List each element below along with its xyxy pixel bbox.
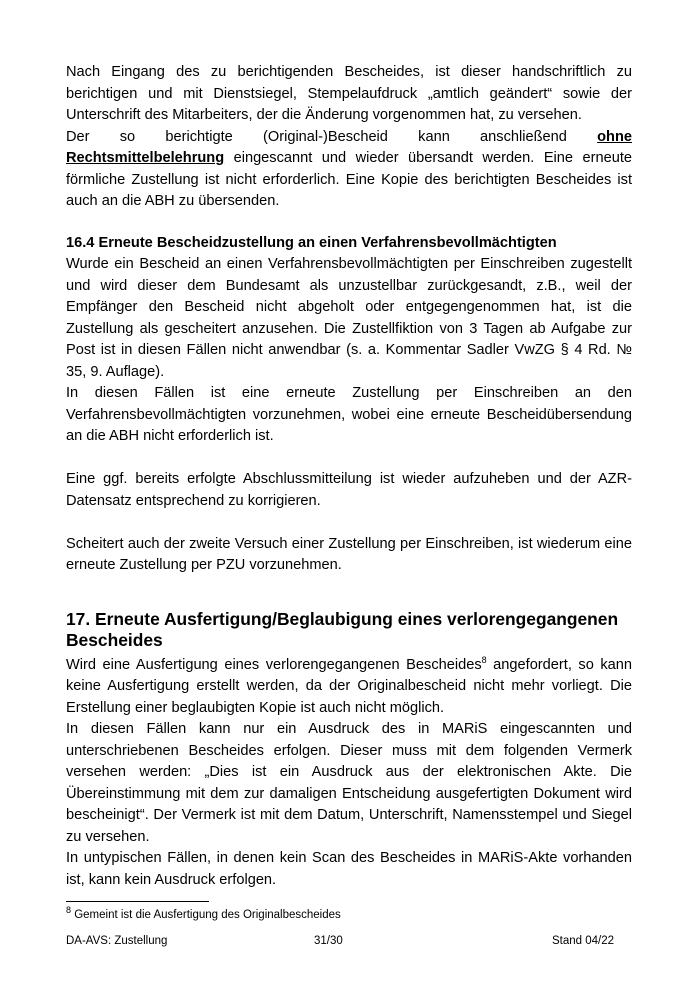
footer-version: Stand 04/22 [551, 935, 614, 947]
paragraph: Eine ggf. bereits erfolgte Abschlussmitteilung ist wieder aufzuheben und der AZR-Datensatz entsprechend zu korrigieren. [66, 471, 632, 509]
text-run: eingescannt und wieder übersandt werden. Eine erneute förmliche Zustellung ist nicht erforderlich. Eine Kopie des berichtigten Bescheides ist auch an die ABH zu übersenden. [66, 150, 632, 209]
text-run: Der so berichtigte (Original-)Bescheid kann anschließend [66, 128, 598, 145]
paragraph: In diesen Fällen kann nur ein Ausdruck des in MARiS eingescannten und unterschriebenen Bescheides erfolgen. Dieser muss mit dem folgenden Vermerk versehen werden: „Dies ist ein Ausdruck aus der elektronischen Akte. Die Übereinstimmung mit dem zur damaligen Entscheidung ausgefertigten Dokument wird bescheinigt“. Der Vermerk ist mit dem Datum, Unterschrift, Namensstempel und Siegel zu versehen. [66, 721, 632, 845]
paragraph: Scheitert auch der zweite Versuch einer Zustellung per Einschreiben, ist wiederum eine erneute Zustellung per PZU vorzunehmen. [66, 535, 632, 573]
paragraph: In untypischen Fällen, in denen kein Scan des Bescheides in MARiS-Akte vorhanden ist, kann kein Ausdruck erfolgen. [66, 850, 632, 888]
footnote [66, 905, 341, 922]
footnote-divider [66, 901, 209, 902]
footer-document-name: DA-AVS: Zustellung [66, 935, 168, 947]
section-heading-16-4: 16.4 Erneute Bescheidzustellung an einen Verfahrensbevollmächtigten [66, 234, 557, 251]
emphasis-text: ohne Rechtsmittelbelehrung [66, 128, 632, 166]
paragraph [66, 127, 632, 213]
footnote-reference[interactable]: 8 [481, 654, 487, 665]
paragraph [66, 655, 632, 720]
paragraph: Nach Eingang des zu berichtigenden Bescheides, ist dieser handschriftlich zu berichtigen und mit Dienstsiegel, Stempelaufdruck „amtlich geändert“ sowie der Unterschrift des Mitarbeiters, der die Änderung vorgenommen hat, zu versehen. [66, 64, 632, 123]
text-run: angefordert, so kann keine Ausfertigung erstellt werden, da der Originalbescheid nicht mehr vorliegt. Die Erstellung einer beglaubigten Kopie ist auch nicht möglich. [66, 656, 633, 716]
footnote-number: 8 [66, 905, 72, 916]
document-body [66, 62, 632, 891]
paragraph: In diesen Fällen ist eine erneute Zustellung per Einschreiben an den Verfahrensbevollmächtigten vorzunehmen, wobei eine erneute Bescheidübersendung an die ABH nicht erforderlich ist. [66, 385, 632, 444]
text-run: Wird eine Ausfertigung eines verlorengegangenen Bescheides [66, 656, 482, 673]
footnote-text: Gemeint ist die Ausfertigung des Originalbescheides [71, 909, 341, 921]
section-heading-17: 17. Erneute Ausfertigung/Beglaubigung eines verlorengegangenen Bescheides [66, 608, 619, 650]
footer-page-number: 31/30 [314, 935, 343, 947]
paragraph: Wurde ein Bescheid an einen Verfahrensbevollmächtigten per Einschreiben zugestellt und wird dieser dem Bundesamt als unzustellbar zurückgesandt, z.B., weil der Empfänger den Bescheid nicht abgeholt oder entgegengenommen hat, ist die Zustellung als gescheitert anzusehen. Die Zustellfiktion von 3 Tagen ab Aufgabe zur Post ist in diesen Fällen nicht anwendbar (s. a. Kommentar Sadler VwZG § 4 Rd. № 35, 9. Auflage). [66, 256, 632, 380]
